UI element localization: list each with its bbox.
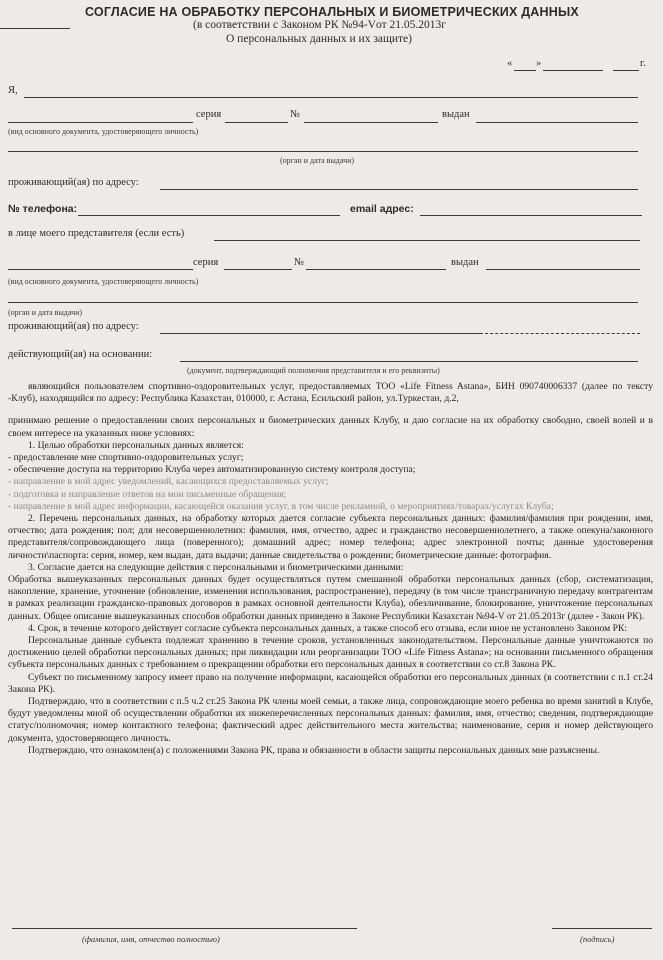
issuer-date-field[interactable] <box>8 151 638 152</box>
paragraph-request: Субъект по письменному запросу имеет право на получение информации, касающейся обработки его персональных данных (в соответствии с п.1 ст.24 Закона РК). <box>8 671 653 695</box>
rep-series-field[interactable] <box>224 269 292 270</box>
issuer-hint: (орган и дата выдачи) <box>280 156 355 165</box>
full-name-hint: (фамилия, имя, отчество полностью) <box>82 934 220 944</box>
address-field[interactable] <box>160 189 638 190</box>
basis-hint: (документ, подтверждающий полномочия представителя и его реквизиты) <box>187 366 440 375</box>
rep-issuer-date-field[interactable] <box>8 302 638 303</box>
date-year-suffix: г. <box>640 58 646 69</box>
date-year-field[interactable] <box>613 70 639 71</box>
document-title: СОГЛАСИЕ НА ОБРАБОТКУ ПЕРСОНАЛЬНЫХ И БИОМЕТРИЧЕСКИХ ДАННЫХ <box>85 5 579 19</box>
section-4-text: Персональные данные субъекта подлежат хранению в течение сроков, установленных законодательством. Персональные данные уничтожаются по достижению целей обработки персональных данных; при ликвидации или реорганизации ТОО «Life Fitness Astana»; на основании письменного обращения субъекта персональных данных с требованием о прекращении обработки его персональных данных в соответствии со ст.8 Закона РК. <box>8 635 653 671</box>
issued-by-field[interactable] <box>476 122 638 123</box>
email-label: email адрес: <box>350 203 414 215</box>
purpose-item-4: - подготовка и направление ответов на мои письменные обращения; <box>8 488 287 500</box>
representative-field[interactable] <box>214 240 640 241</box>
paragraph-family: Подтверждаю, что в соответствии с п.5 ч.2 ст.25 Закона РК члены моей семьи, а также лица, сопровождающие моего ребенка во время занятий в Клубе, будут уведомлены мной об осуществлении обработки их нижеперечисленных персональных данных: фамилия, имя, отчество; сведения, подтверждающие статус/полномочия; номер контактного телефона; фактический адрес действительного места жительства; наименование, серия и номер действующего документа, удостоверяющего личность. <box>8 696 653 744</box>
full-name-field[interactable] <box>24 97 638 98</box>
doc-type-hint: (вид основного документа, удостоверяющего личность) <box>8 127 199 136</box>
signature-hint: (подпись) <box>580 934 615 944</box>
basis-field[interactable] <box>180 361 638 362</box>
rep-series-label: серия <box>193 257 219 268</box>
rep-number-label: № <box>294 257 305 268</box>
address-label: проживающий(ая) по адресу: <box>8 177 139 188</box>
rep-issuer-hint: (орган и дата выдачи) <box>8 308 83 317</box>
phone-label: № телефона: <box>8 203 78 215</box>
email-field[interactable] <box>420 215 642 216</box>
section-3-text: Обработка вышеуказанных персональных данных будет осуществляться путем смешанной обработки персональных данных (сбор, систематизация, накопление, хранение, уточнение (обновление, изменения использования, распространение), передачу (в том числе трансграничную передачу контрагентам в рамках реализации гражданско-правовых договоров в рамках основной деятельности Клуба), обезличивание, блокирование, уничтожение персональных данных. Общее описание вышеуказанных способов обработки данных приведено в Законе Республики Казахстан №94-V от 21.05.2013г (далее - Закон РК). <box>8 574 653 622</box>
section-3-title: 3. Согласие дается на следующие действия с персональными и биометрическими данными: <box>28 561 404 573</box>
purpose-item-5: - направление в мой адрес информации, касающейся оказания услуг, в том числе рекламной, о мероприятиях/товарах/услугах Клуба; <box>8 500 554 512</box>
rep-address-label: проживающий(ая) по адресу: <box>8 321 139 332</box>
rep-address-field[interactable] <box>160 333 480 334</box>
top-left-rule <box>0 28 70 29</box>
purpose-item-1: - предоставление мне спортивно-оздоровительных услуг; <box>8 452 244 464</box>
date-open-quote: « <box>507 58 513 69</box>
phone-field[interactable] <box>78 215 340 216</box>
rep-doc-type-hint: (вид основного документа, удостоверяющего личность) <box>8 277 199 286</box>
date-day-field[interactable] <box>514 70 536 71</box>
date-close-quote: » <box>536 58 542 69</box>
i-label: Я, <box>8 85 18 96</box>
rep-issued-label: выдан <box>451 257 479 268</box>
date-month-field[interactable] <box>543 70 603 71</box>
purpose-item-3: - направление в мой адрес уведомлений, касающихся предоставляемых услуг; <box>8 476 329 488</box>
section-1-title: 1. Целью обработки персональных данных является: <box>28 439 244 451</box>
signature-field[interactable] <box>552 928 652 929</box>
paragraph-decision: принимаю решение о предоставлении своих персональных и биометрических данных Клубу, и даю согласие на их обработку свободно, своей волей и в своем интересе на указанных ниже условиях: <box>8 415 653 439</box>
law-reference: (в соответствии с Законом РК №94-Vот 21.05.2013г <box>193 19 446 31</box>
rep-address-field-cont[interactable] <box>480 333 640 334</box>
number-label: № <box>290 109 301 120</box>
paragraph-user: являющийся пользователем спортивно-оздоровительных услуг, предоставляемых ТОО «Life Fitness Astana», БИН 090740006337 (далее по тексту -Клуб), находящийся по адресу: Республика Казахстан, 010000, г. Астана, Есильский район, ул.Туркестан, д.2, <box>8 381 653 405</box>
basis-label: действующий(ая) на основании: <box>8 349 153 360</box>
series-field[interactable] <box>225 122 288 123</box>
purpose-item-2: - обеспечение доступа на территорию Клуба через автоматизированную систему контроля доступа; <box>8 464 416 476</box>
law-name: О персональных данных и их защите) <box>226 33 412 45</box>
rep-number-field[interactable] <box>306 269 446 270</box>
consent-body <box>8 381 653 757</box>
paragraph-acknowledge: Подтверждаю, что ознакомлен(а) с положениями Закона РК, права и обязанности в области защиты персональных данных мне разъяснены. <box>28 744 600 756</box>
rep-doc-type-field[interactable] <box>8 269 193 270</box>
series-label: серия <box>196 109 222 120</box>
rep-issued-by-field[interactable] <box>486 269 640 270</box>
issued-label: выдан <box>442 109 470 120</box>
section-2: 2. Перечень персональных данных, на обработку которых дается согласие субъекта персональных данных: фамилия/фамилия при рождении, имя, отчество; дата рождения; пол; для несовершеннолетних: фамилия, имя, отчество, адрес и гражданство несовершеннолетнего, а также опекуна/законного представителя/сопровождающего лица (поверенного); домашний адрес; номер телефона; адрес электронной почты; данные удостоверения личности\паспорта: серия, номер, кем выдан, дата выдачи; данные свидетельства о рождении; биометрические данные: фотография. <box>8 513 653 561</box>
number-field[interactable] <box>304 122 438 123</box>
doc-type-field[interactable] <box>8 122 193 123</box>
representative-label: в лице моего представителя (если есть) <box>8 228 185 239</box>
full-name-signature-field[interactable] <box>12 928 357 929</box>
section-4: 4. Срок, в течение которого действует согласие субъекта персональных данных, а также способ его отзыва, если иное не установлено Законом РК: <box>28 622 628 634</box>
